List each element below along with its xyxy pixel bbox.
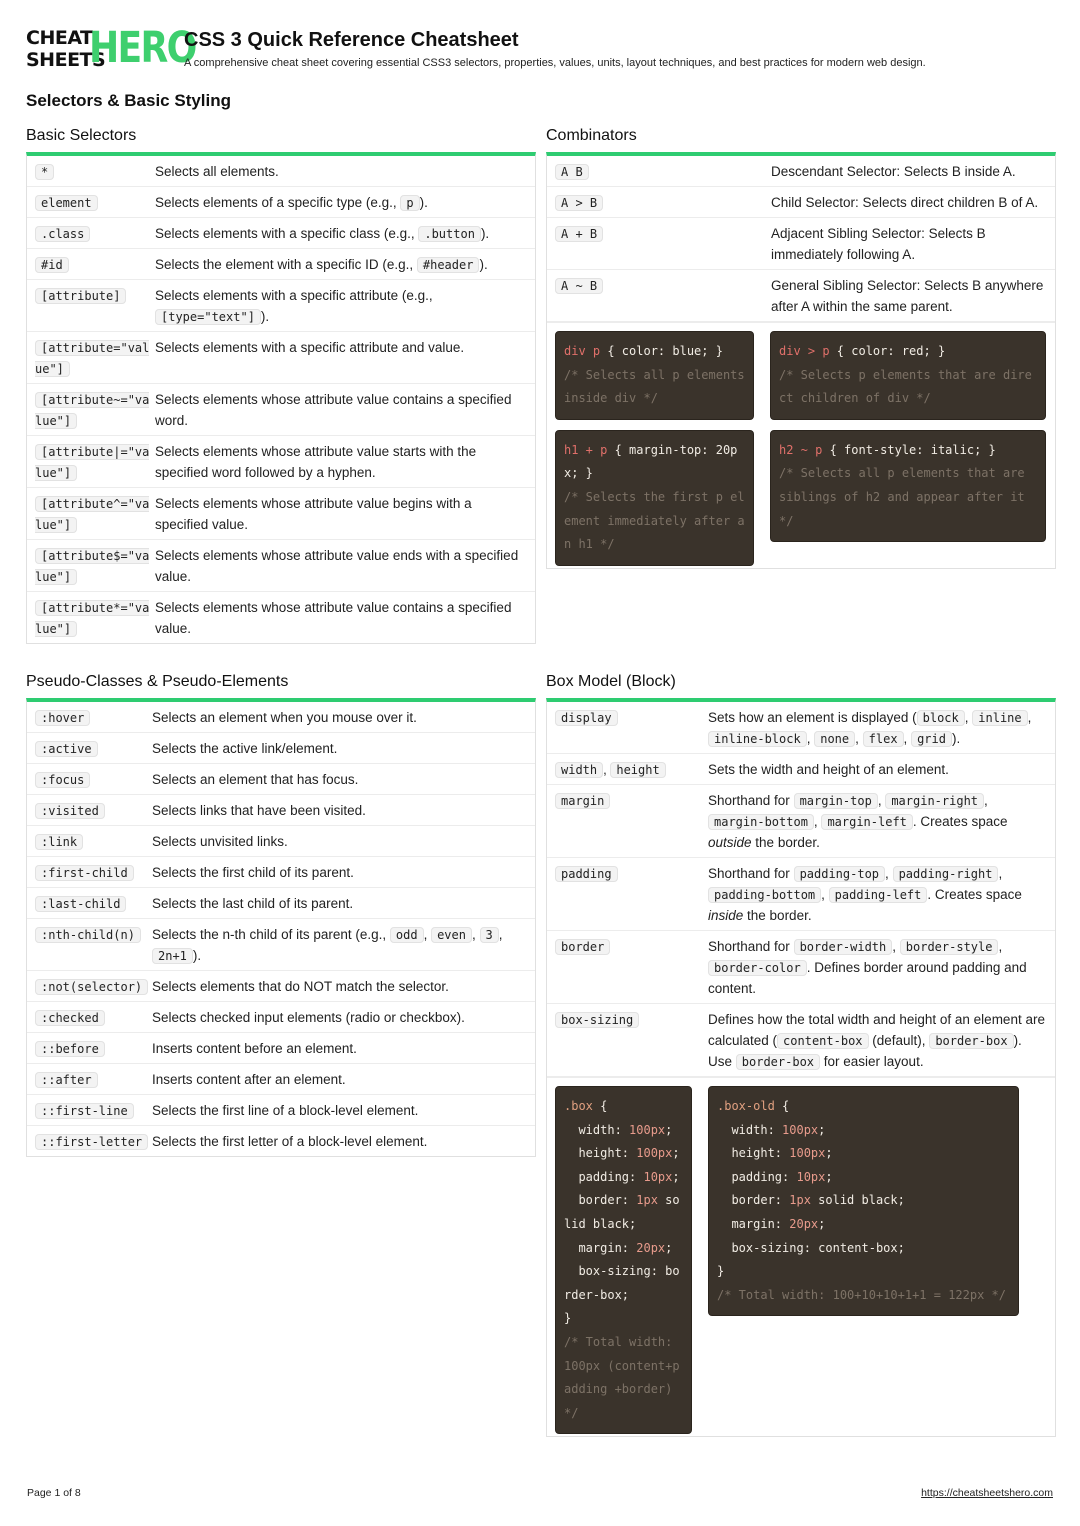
card-title: Basic Selectors (26, 127, 137, 144)
row-description: Shorthand for margin-top , margin-right , margin-bottom , margin-left . Creates space outside the border. (708, 793, 1008, 850)
table-row (547, 156, 1055, 187)
card-combinators (546, 126, 1056, 569)
row-description: Selects elements whose attribute value contains a specified value. (155, 600, 512, 636)
code-key: [attribute*="value"] (35, 601, 150, 636)
card-title: Box Model (Block) (546, 673, 676, 690)
code-key: ::first-letter (35, 1134, 148, 1150)
row-description: Sets how an element is displayed ( block , inline , inline-block , none , flex , grid ). (708, 710, 1032, 746)
code-key: [attribute^="value"] (35, 497, 150, 532)
logo[interactable] (26, 23, 196, 73)
code-block: div > p { color: red; } /* Selects p elements that are direct children of div */ (770, 331, 1046, 420)
code-key: element (35, 195, 98, 211)
code-key: A ~ B (555, 278, 603, 294)
table-row (27, 795, 535, 826)
code-key: :active (35, 741, 98, 757)
row-description: Selects elements whose attribute value ends with a specified value. (155, 548, 519, 584)
table-row (27, 826, 535, 857)
page-subtitle: A comprehensive cheat sheet covering essential CSS3 selectors, properties, values, units, layout techniques, and best practices for modern web design. (184, 57, 926, 69)
table-row (27, 1095, 535, 1126)
table-row (27, 1002, 535, 1033)
row-description: Selects the first child of its parent. (152, 865, 354, 880)
table-row (27, 436, 535, 488)
logo-cheat: CHEAT (26, 27, 93, 49)
row-description: Selects an element when you mouse over it. (152, 710, 417, 725)
code-key: ::before (35, 1041, 105, 1057)
code-key: ::after (35, 1072, 98, 1088)
code-block: .box { width: 100px; height: 100px; padding: 10px; border: 1px solid black; margin: 20px; box-sizing: border-box; } /* Total width: 100px (content+padding +border) */ (555, 1086, 692, 1434)
row-description: Selects elements whose attribute value starts with the specified word followed by a hyphen. (155, 444, 477, 480)
code-key: [attribute] (35, 288, 126, 304)
table-row (27, 764, 535, 795)
row-description: Selects the n-th child of its parent (e.g., odd , even , 3 , 2n+1 ). (152, 927, 503, 963)
site-link[interactable]: https://cheatsheetshero.com (921, 1487, 1053, 1499)
code-key: [attribute$="value"] (35, 549, 150, 584)
row-description: Selects the last child of its parent. (152, 896, 354, 911)
table-row (27, 888, 535, 919)
table-row (547, 858, 1055, 931)
code-key: [attribute|="value"] (35, 445, 150, 480)
table-row (27, 702, 535, 733)
header (26, 23, 1066, 73)
table-row (547, 702, 1055, 754)
row-description: Selects elements with a specific attribute and value. (155, 340, 465, 355)
code-key: #id (35, 257, 69, 273)
code-key: * (35, 164, 54, 180)
code-key: .class (35, 226, 90, 242)
row-description: Inserts content after an element. (152, 1072, 346, 1087)
code-key: :hover (35, 710, 90, 726)
code-key: :focus (35, 772, 90, 788)
table-row (27, 332, 535, 384)
table-row (547, 270, 1055, 322)
table-row (27, 919, 535, 971)
card-basic-selectors (26, 126, 536, 644)
code-key: [attribute="value"] (35, 341, 150, 376)
row-description: Selects links that have been visited. (152, 803, 366, 818)
table-row (27, 280, 535, 332)
code-key: :checked (35, 1010, 105, 1026)
row-description: Defines how the total width and height of an element are calculated ( content-box (default), border-box ). Use border-box for easier layout. (708, 1012, 1045, 1069)
card-title: Pseudo-Classes & Pseudo-Elements (26, 673, 289, 690)
logo-hero: HERO (89, 23, 196, 73)
code-block: h2 ~ p { font-style: italic; } /* Selects all p elements that are siblings of h2 and appear after it */ (770, 430, 1046, 542)
code-key: :not(selector) (35, 979, 148, 995)
table-row (27, 1064, 535, 1095)
table-row (27, 488, 535, 540)
code-key: :first-child (35, 865, 134, 881)
table-row (27, 187, 535, 218)
row-description: Selects unvisited links. (152, 834, 288, 849)
card-pseudo (26, 672, 536, 1157)
code-examples (547, 322, 1055, 568)
table-row (27, 733, 535, 764)
code-key: A > B (555, 195, 603, 211)
table-row (27, 971, 535, 1002)
table-row (27, 540, 535, 592)
row-description: Selects elements whose attribute value begins with a specified value. (155, 496, 472, 532)
table-row (27, 249, 535, 280)
code-key: A + B (555, 226, 603, 242)
code-key: :visited (35, 803, 105, 819)
code-block: .box-old { width: 100px; height: 100px; padding: 10px; border: 1px solid black; margin: 20px; box-sizing: content-box; } /* Total width: 100+10+10+1+1 = 122px */ (708, 1086, 1019, 1316)
row-description: Shorthand for border-width , border-style , border-color . Defines border around padding and content. (708, 939, 1027, 996)
code-key: :nth-child(n) (35, 927, 141, 943)
row-description: Sets the width and height of an element. (708, 762, 949, 777)
card-title: Combinators (546, 127, 637, 144)
row-description: Selects an element that has focus. (152, 772, 359, 787)
row-description: Adjacent Sibling Selector: Selects B immediately following A. (771, 226, 986, 262)
code-key: height (610, 762, 665, 778)
table-row: width , height Sets the width and height of an element. (547, 754, 1055, 785)
row-description: Child Selector: Selects direct children B of A. (771, 195, 1039, 210)
card-box-model (546, 672, 1056, 1437)
code-key: A B (555, 164, 589, 180)
table-row (27, 384, 535, 436)
code-key: width (555, 762, 603, 778)
table-row (547, 785, 1055, 858)
row-description: Inserts content before an element. (152, 1041, 357, 1056)
code-key: ::first-line (35, 1103, 134, 1119)
code-key: box-sizing (555, 1012, 639, 1028)
row-description: Selects the first line of a block-level element. (152, 1103, 419, 1118)
table-row (27, 1126, 535, 1156)
table-row (27, 592, 535, 643)
table-row (27, 218, 535, 249)
table-row (547, 218, 1055, 270)
code-key: padding (555, 866, 618, 882)
row-description: Selects elements that do NOT match the selector. (152, 979, 449, 994)
row-description: Descendant Selector: Selects B inside A. (771, 164, 1016, 179)
table-row (547, 187, 1055, 218)
row-description: Selects the first letter of a block-level element. (152, 1134, 428, 1149)
code-key: margin (555, 793, 610, 809)
page-title: CSS 3 Quick Reference Cheatsheet (184, 29, 519, 51)
row-description: Shorthand for padding-top , padding-right , padding-bottom , padding-left . Creates space inside the border. (708, 866, 1022, 923)
section-title: Selectors & Basic Styling (26, 91, 232, 110)
row-description: Selects elements with a specific class (e.g., .button ). (155, 226, 490, 241)
table-row (27, 156, 535, 187)
row-description: Selects the element with a specific ID (e.g., #header ). (155, 257, 488, 272)
logo-sheets: SHEETS (26, 49, 106, 71)
table-row (27, 857, 535, 888)
table-row (27, 1033, 535, 1064)
row-description: Selects elements whose attribute value contains a specified word. (155, 392, 512, 428)
code-block: div p { color: blue; } /* Selects all p elements inside div */ (555, 331, 754, 420)
row-description: Selects checked input elements (radio or checkbox). (152, 1010, 465, 1025)
page-number: Page 1 of 8 (27, 1487, 81, 1499)
code-key: :last-child (35, 896, 126, 912)
row-description: Selects all elements. (155, 164, 279, 179)
table-row (547, 1004, 1055, 1077)
row-description: Selects the active link/element. (152, 741, 338, 756)
table-row (547, 931, 1055, 1004)
code-examples (547, 1077, 1055, 1436)
code-key: [attribute~="value"] (35, 393, 150, 428)
code-key: border (555, 939, 610, 955)
card-body (26, 152, 536, 644)
card-body (26, 698, 536, 1157)
code-block: h1 + p { margin-top: 20px; } /* Selects the first p element immediately after an h1 */ (555, 430, 754, 566)
row-description: Selects elements with a specific attribute (e.g., [type="text"] ). (155, 288, 433, 324)
row-description: Selects elements of a specific type (e.g., p ). (155, 195, 428, 210)
card-body (546, 152, 1056, 569)
card-body (546, 698, 1056, 1437)
code-key: :link (35, 834, 83, 850)
code-key: display (555, 710, 618, 726)
row-description: General Sibling Selector: Selects B anywhere after A within the same parent. (771, 278, 1044, 314)
